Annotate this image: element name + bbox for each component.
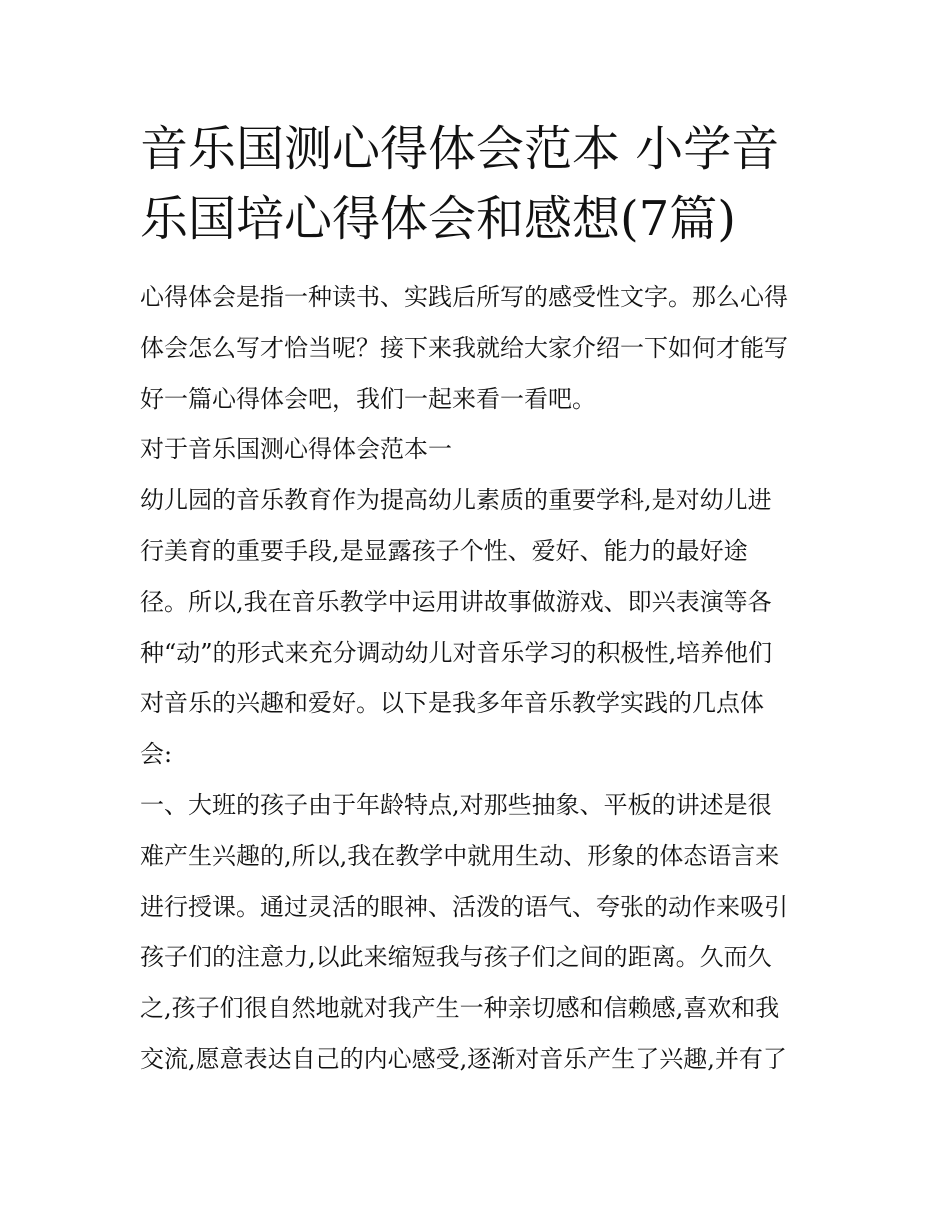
body-line: 好一篇心得体会吧，我们一起来看一看吧。 [140, 384, 596, 413]
body-line: 心得体会是指一种读书、实践后所写的感受性文字。那么心得 [140, 283, 788, 311]
body-line: 一、大班的孩子由于年龄特点,对那些抽象、平板的讲述是很 [140, 790, 772, 819]
body-line: 径。所以,我在音乐教学中运用讲故事做游戏、即兴表演等各 [140, 587, 772, 616]
body-line: 行美育的重要手段,是显露孩子个性、爱好、能力的最好途 [140, 536, 748, 565]
section-heading: 对于音乐国测心得体会范本一 [140, 435, 452, 464]
document-title [140, 114, 812, 254]
body-line: 难产生兴趣的,所以,我在教学中就用生动、形象的体态语言来 [140, 841, 780, 870]
body-line: 体会怎么写才恰当呢？接下来我就给大家介绍一下如何才能写 [140, 333, 788, 362]
document-content [140, 114, 812, 1085]
body-line: 之,孩子们很自然地就对我产生一种亲切感和信赖感,喜欢和我 [140, 994, 780, 1023]
body-line: 幼儿园的音乐教育作为提高幼儿素质的重要学科,是对幼儿进 [140, 486, 772, 515]
title-line-1: 音乐国测心得体会范本 小学音 [140, 121, 780, 177]
body-line: 交流,愿意表达自己的内心感受,逐渐对音乐产生了兴趣,并有了 [140, 1044, 787, 1073]
body-line: 会: [140, 740, 173, 769]
title-line-2: 乐国培心得体会和感想(7篇) [140, 191, 736, 247]
document-body [140, 272, 812, 1085]
body-line: 对音乐的兴趣和爱好。以下是我多年音乐教学实践的几点体 [140, 689, 764, 718]
body-line: 孩子们的注意力,以此来缩短我与孩子们之间的距离。久而久 [140, 943, 772, 972]
body-line: 进行授课。通过灵活的眼神、活泼的语气、夸张的动作来吸引 [140, 892, 788, 921]
body-line: 种“动”的形式来充分调动幼儿对音乐学习的积极性,培养他们 [140, 638, 773, 667]
